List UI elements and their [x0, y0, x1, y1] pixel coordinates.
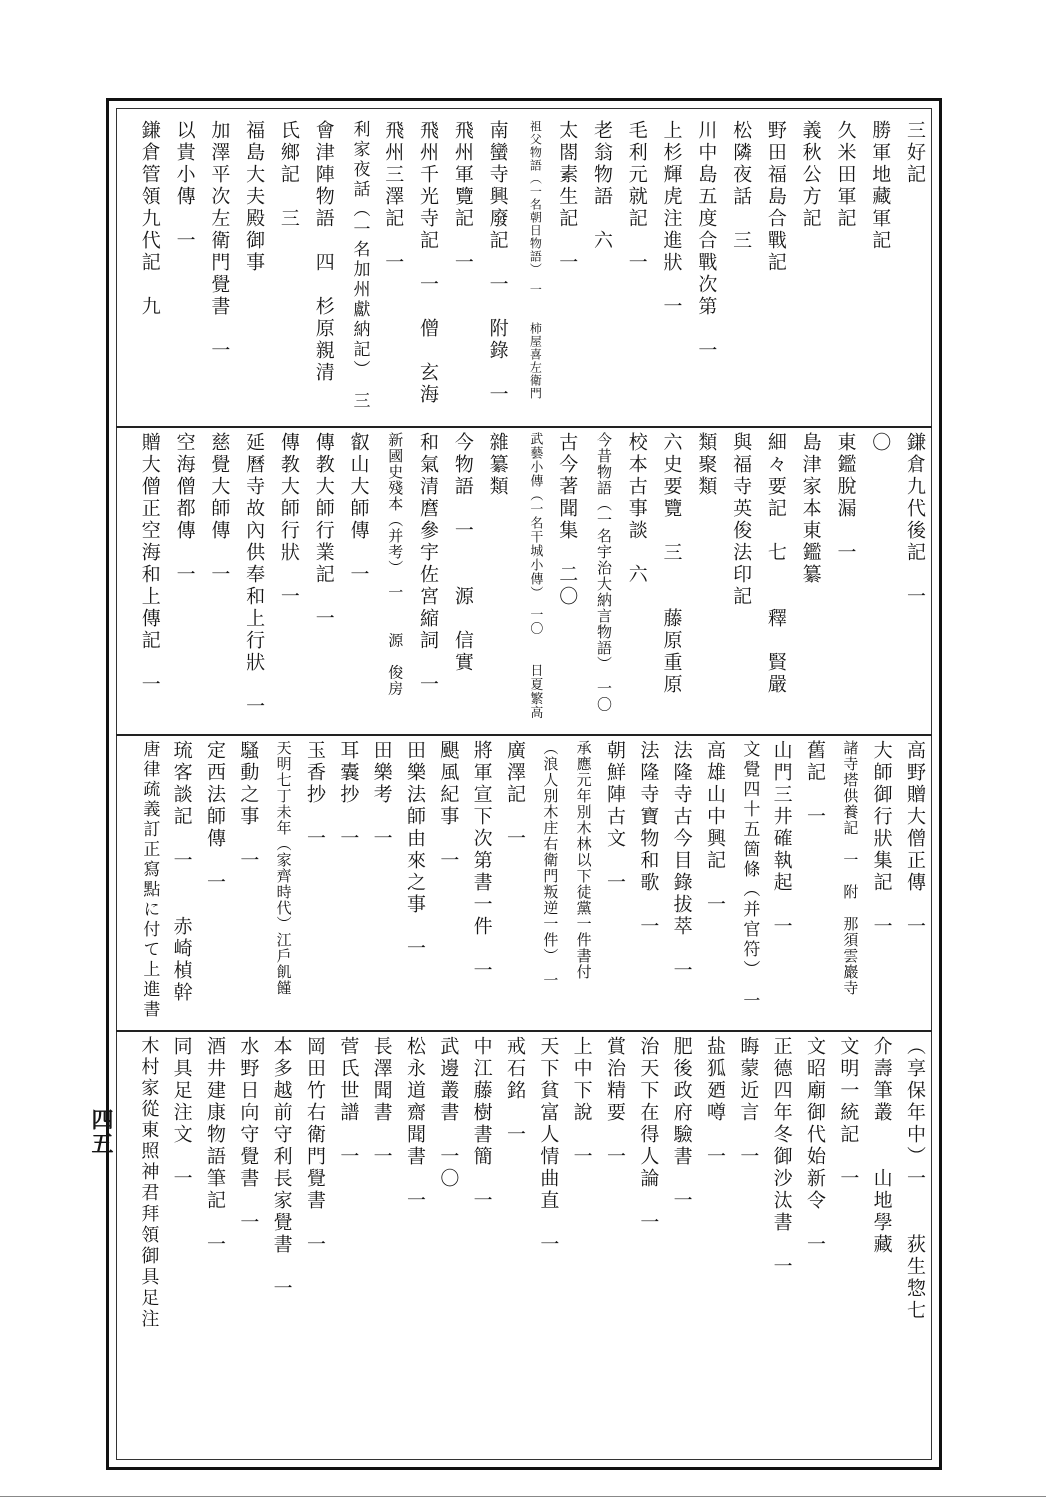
catalog-entry: 慈覺大師傳 一 [208, 432, 231, 586]
catalog-entry: 唐律疏義訂正寫點に付て上進書 [139, 740, 160, 1020]
catalog-entry: 將軍宣下次第書一件 一 [470, 740, 493, 982]
catalog-entry: （享保年中）一 荻生惣七 [904, 1036, 926, 1322]
catalog-entry: 細々要記 七 釋 賢嚴 [764, 432, 787, 696]
catalog-entry: 本多越前守利長家覺書 一 [270, 1036, 293, 1300]
catalog-entry: 盐狐廼噂 一 [704, 1036, 726, 1168]
catalog-entry: 祖父物語（一名朝日物語） 一 柿屋喜左衛門 [528, 120, 543, 400]
catalog-entry: 木村家從東照神君拜領御具足注 [138, 1036, 160, 1330]
catalog-entry: 武藝小傳（一名干城小傳） 一〇 日夏繁高 [527, 432, 543, 720]
catalog-entry: 長澤聞書 一 [370, 1036, 393, 1168]
catalog-entry: 毛利元就記 一 [625, 120, 648, 274]
catalog-entry: 天明七丁未年（家齊時代）江戶飢饉 [274, 740, 293, 996]
catalog-entry: 松隣夜話 三 [730, 120, 753, 252]
catalog-entry: 與福寺英俊法印記 [730, 432, 753, 608]
catalog-entry: 〇 [869, 432, 892, 454]
catalog-entry: 諸寺塔供養記 一 附 那須雲巖寺 [841, 740, 860, 996]
catalog-tier-1 [118, 120, 930, 420]
catalog-entry: 和氣清麿參宇佐宮縮詞 一 [417, 432, 440, 696]
catalog-entry: 同具足注文 一 [170, 1036, 193, 1190]
catalog-entry: 今昔物語（一名宇治大納言物語） 一〇 [594, 432, 613, 713]
page-number: 四五 [88, 1108, 114, 1156]
catalog-entry: 古今著聞集 二〇 [556, 432, 579, 608]
catalog-entry: 叡山大師傳 一 [347, 432, 370, 586]
catalog-entry: 騷動之事 一 [237, 740, 260, 872]
catalog-entry: 大師御行狀集記 一 [870, 740, 893, 938]
catalog-entry: 法隆寺古今目錄拔萃 一 [670, 740, 693, 982]
catalog-tier-2 [118, 432, 930, 728]
catalog-entry: 文明一統記 一 [837, 1036, 860, 1190]
catalog-entry: 舊記 一 [804, 740, 826, 828]
catalog-entry: 水野日向守覺書 一 [237, 1036, 260, 1234]
catalog-tier-4 [118, 1036, 930, 1336]
catalog-entry: 新國史殘本（并考） 一 源 俊房 [386, 432, 405, 697]
catalog-entry: 雜纂類 [486, 432, 509, 498]
catalog-entry: 介壽筆叢 山地學藏 [870, 1036, 893, 1256]
catalog-entry: 空海僧都傳 一 [173, 432, 196, 586]
catalog-entry: 野田福島合戰記 [764, 120, 787, 274]
catalog-entry: 晦蒙近言 一 [737, 1036, 760, 1168]
catalog-entry: 三好記 [904, 120, 926, 186]
catalog-entry: 六史要覽 三 藤原重原 [660, 432, 683, 696]
catalog-entry: 肥後政府驗書 一 [670, 1036, 693, 1212]
catalog-entry: 加澤平次左衛門覺書 一 [208, 120, 231, 362]
bottom-rule [0, 1496, 1046, 1497]
catalog-entry: 鎌倉九代後記 一 [904, 432, 926, 608]
catalog-entry: 琉客談記 一 赤崎楨幹 [170, 740, 193, 1004]
catalog-entry: 岡田竹右衛門覺書 一 [304, 1036, 326, 1256]
catalog-entry: 耳囊抄 一 [337, 740, 360, 850]
catalog-entry: 上中下說 一 [570, 1036, 593, 1168]
catalog-entry: 會津陣物語 四 杉原親清 [312, 120, 335, 384]
catalog-entry: 上杉輝虎注進狀 一 [660, 120, 683, 318]
catalog-entry: 南蠻寺興廢記 一 附錄 一 [486, 120, 509, 406]
catalog-entry: 田樂考 一 [370, 740, 393, 850]
catalog-entry: 高野贈大僧正傳 一 [904, 740, 926, 938]
catalog-entry: 飛州千光寺記 一 僧 玄海 [417, 120, 440, 406]
tier-divider-3 [116, 1030, 932, 1032]
catalog-entry: 賞治精要 一 [604, 1036, 626, 1168]
catalog-entry: 太閤素生記 一 [556, 120, 579, 274]
catalog-entry: 利家夜話（一名加州獻納記） 三 [349, 120, 370, 412]
catalog-entry: 武邊叢書 一〇 [437, 1036, 460, 1190]
catalog-entry: 福島大夫殿御事 [243, 120, 266, 274]
tier-divider-2 [116, 734, 932, 736]
catalog-entry: （浪人別木庄右衛門叛逆一件） 一 [541, 740, 560, 989]
catalog-entry: 老翁物語 六 [590, 120, 613, 252]
catalog-entry: 山門三井確執起 一 [770, 740, 793, 938]
catalog-entry: 文覺四十五箇條（并官符） 一 [739, 740, 760, 1012]
catalog-entry: 東鑑脫漏 一 [834, 432, 857, 564]
catalog-entry: 延曆寺故內供奉和上行狀 一 [243, 432, 266, 718]
catalog-entry: 高雄山中興記 一 [704, 740, 726, 916]
catalog-entry: 今物語 一 源 信實 [451, 432, 474, 674]
catalog-entry: 傳教大師行業記 一 [312, 432, 335, 630]
catalog-entry: 義秋公方記 [799, 120, 822, 230]
catalog-entry: 以貴小傳 一 [173, 120, 196, 252]
catalog-entry: 治天下在得人論 一 [637, 1036, 660, 1234]
catalog-entry: 颶風紀事 一 [437, 740, 460, 872]
catalog-entry: 朝鮮陣古文 一 [604, 740, 626, 894]
catalog-entry: 酒井建康物語筆記 一 [204, 1036, 226, 1256]
catalog-entry: 廣澤記 一 [504, 740, 526, 850]
catalog-entry: 田樂法師由來之事 一 [404, 740, 426, 960]
catalog-entry: 勝軍地藏軍記 [869, 120, 892, 252]
catalog-entry: 中江藤樹書簡 一 [470, 1036, 493, 1212]
catalog-entry: 校本古事談 六 [625, 432, 648, 586]
catalog-entry: 天下貧富人情曲直 一 [537, 1036, 560, 1256]
catalog-entry: 飛州軍覽記 一 [451, 120, 474, 274]
catalog-entry: 玉香抄 一 [304, 740, 326, 850]
catalog-entry: 氏鄉記 三 [277, 120, 300, 230]
tier-divider-1 [116, 426, 932, 428]
catalog-entry: 菅氏世譜 一 [337, 1036, 360, 1168]
catalog-entry: 飛州三澤記 一 [382, 120, 405, 274]
catalog-entry: 戒石銘 一 [504, 1036, 526, 1146]
catalog-entry: 正德四年冬御沙汰書 一 [770, 1036, 793, 1278]
catalog-entry: 法隆寺寶物和歌 一 [637, 740, 660, 938]
catalog-entry: 川中島五度合戰次第 一 [695, 120, 718, 362]
catalog-entry: 類聚類 [695, 432, 718, 498]
catalog-entry: 定西法師傳 一 [204, 740, 226, 894]
catalog-entry: 贈大僧正空海和上傳記 一 [138, 432, 161, 696]
catalog-entry: 文昭廟御代始新令 一 [804, 1036, 826, 1256]
catalog-entry: 久米田軍記 [834, 120, 857, 230]
catalog-entry: 承應元年別木林以下徒黨一件書付 [574, 740, 593, 980]
catalog-entry: 島津家本東鑑纂 [799, 432, 822, 586]
catalog-tier-3 [118, 740, 930, 1024]
catalog-entry: 鎌倉管領九代記 九 [138, 120, 161, 318]
catalog-entry: 傳教大師行狀 一 [277, 432, 300, 608]
catalog-entry: 松永道齋聞書 一 [404, 1036, 426, 1212]
